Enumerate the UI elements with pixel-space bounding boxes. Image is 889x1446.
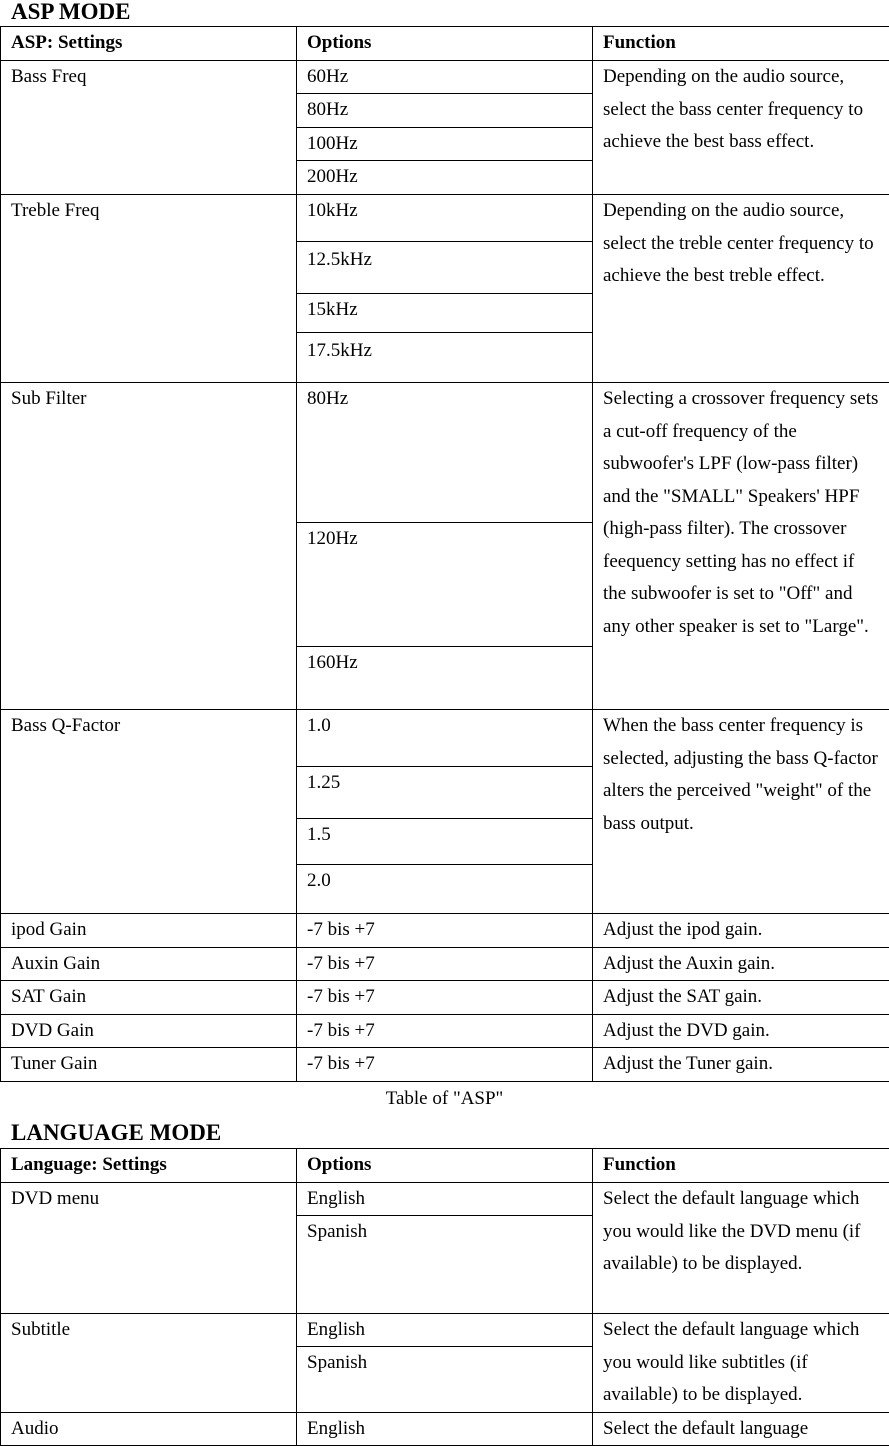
gain-option: -7 bis +7	[297, 948, 593, 981]
sub-filter-function: Selecting a crossover frequency sets a cut-off frequency of the subwoofer's LPF (low-pass filter) and the "SMALL" Speakers' HPF (high-pass filter). The crossover feequency setting has no effect if the subwoofer is set to "Off" and any other speaker is set to "Large".	[593, 383, 889, 710]
gain-setting: Tuner Gain	[1, 1048, 297, 1082]
sub-filter-option: 120Hz	[297, 523, 593, 647]
bass-freq-function: Depending on the audio source, select the bass center frequency to achieve the best bass effect.	[593, 61, 889, 195]
bass-freq-option: 200Hz	[297, 161, 593, 195]
bass-freq-option: 80Hz	[297, 94, 593, 128]
dvd-menu-option: Spanish	[297, 1216, 593, 1314]
subtitle-option: English	[297, 1314, 593, 1347]
audio-setting: Audio	[1, 1413, 297, 1446]
treble-freq-option: 12.5kHz	[297, 242, 593, 294]
dvd-menu-option: English	[297, 1183, 593, 1216]
bass-freq-option: 100Hz	[297, 128, 593, 161]
treble-freq-option: 10kHz	[297, 195, 593, 242]
gain-option: -7 bis +7	[297, 981, 593, 1015]
gain-option: -7 bis +7	[297, 914, 593, 948]
header-options: Options	[297, 27, 593, 61]
gain-option: -7 bis +7	[297, 1048, 593, 1082]
asp-table-caption: Table of "ASP"	[0, 1089, 889, 1109]
gain-setting: Auxin Gain	[1, 948, 297, 981]
gain-setting: ipod Gain	[1, 914, 297, 948]
header-settings: ASP: Settings	[1, 27, 297, 61]
audio-option: English	[297, 1413, 593, 1446]
sub-filter-option: 80Hz	[297, 383, 593, 523]
asp-mode-heading: ASP MODE	[11, 0, 130, 23]
sub-filter-option: 160Hz	[297, 647, 593, 710]
treble-freq-option: 17.5kHz	[297, 333, 593, 383]
dvd-menu-function: Select the default language which you would like the DVD menu (if available) to be displayed.	[593, 1183, 889, 1314]
gain-function: Adjust the SAT gain.	[593, 981, 889, 1015]
dvd-menu-setting: DVD menu	[1, 1183, 297, 1314]
subtitle-setting: Subtitle	[1, 1314, 297, 1413]
sub-filter-setting: Sub Filter	[1, 383, 297, 710]
gain-function: Adjust the DVD gain.	[593, 1015, 889, 1048]
bass-q-option: 1.25	[297, 767, 593, 819]
bass-freq-setting: Bass Freq	[1, 61, 297, 195]
header-function: Function	[593, 1149, 889, 1183]
treble-freq-function: Depending on the audio source, select the treble center frequency to achieve the best treble effect.	[593, 195, 889, 383]
header-settings: Language: Settings	[1, 1149, 297, 1183]
gain-function: Adjust the Auxin gain.	[593, 948, 889, 981]
bass-q-setting: Bass Q-Factor	[1, 710, 297, 914]
audio-function: Select the default language	[593, 1413, 889, 1446]
subtitle-option: Spanish	[297, 1347, 593, 1413]
gain-setting: DVD Gain	[1, 1015, 297, 1048]
subtitle-function: Select the default language which you would like subtitles (if available) to be displayed.	[593, 1314, 889, 1413]
bass-q-option: 2.0	[297, 865, 593, 914]
gain-function: Adjust the Tuner gain.	[593, 1048, 889, 1082]
bass-q-function: When the bass center frequency is selected, adjusting the bass Q-factor alters the perceived "weight" of the bass output.	[593, 710, 889, 914]
gain-setting: SAT Gain	[1, 981, 297, 1015]
language-mode-heading: LANGUAGE MODE	[11, 1121, 221, 1144]
bass-q-option: 1.0	[297, 710, 593, 767]
gain-function: Adjust the ipod gain.	[593, 914, 889, 948]
bass-freq-option: 60Hz	[297, 61, 593, 94]
gain-option: -7 bis +7	[297, 1015, 593, 1048]
header-options: Options	[297, 1149, 593, 1183]
treble-freq-option: 15kHz	[297, 294, 593, 333]
treble-freq-setting: Treble Freq	[1, 195, 297, 383]
asp-table	[0, 26, 889, 1082]
bass-q-option: 1.5	[297, 819, 593, 865]
language-table	[0, 1148, 889, 1446]
header-function: Function	[593, 27, 889, 61]
